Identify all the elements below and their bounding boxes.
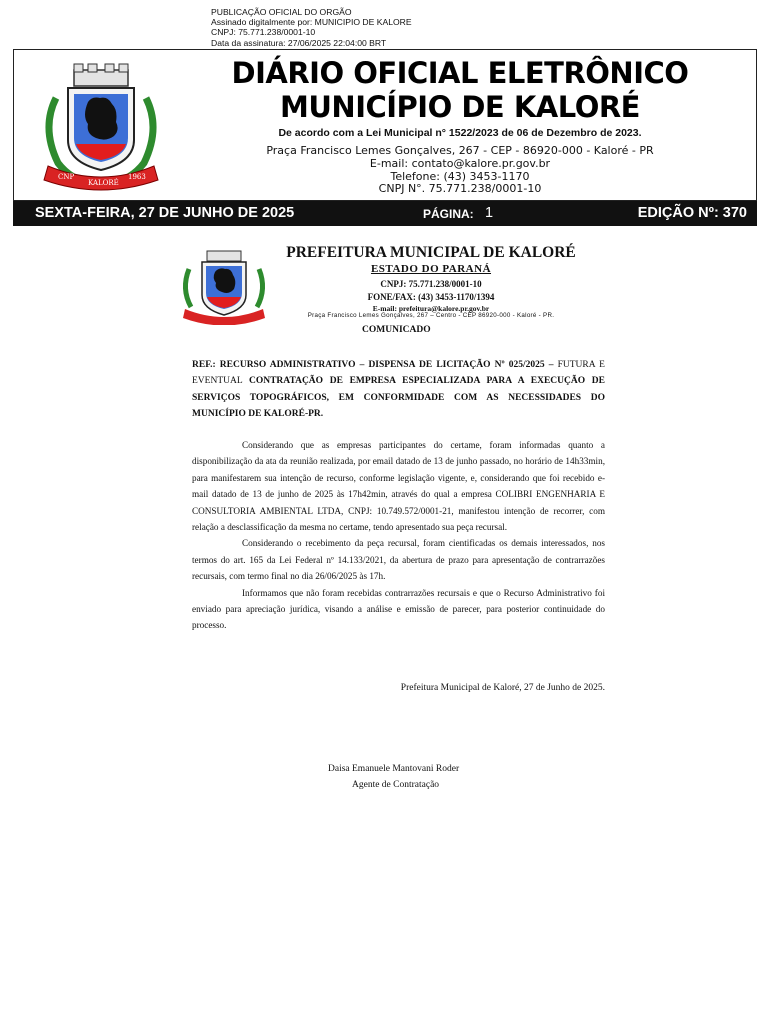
edition-date: SEXTA-FEIRA, 27 DE JUNHO DE 2025 xyxy=(35,205,295,221)
page-number: 1 xyxy=(485,205,494,221)
document-heading: COMUNICADO xyxy=(362,325,431,335)
signer-name: Daisa Emanuele Mantovani Roder xyxy=(328,764,460,774)
signer-role: Agente de Contratação xyxy=(352,780,440,790)
legal-basis: De acordo com a Lei Municipal n° 1522/2023 de 06 de Dezembro de 2023. xyxy=(278,127,642,139)
municipal-crest-icon xyxy=(36,58,166,192)
prefeitura-crest-icon xyxy=(177,245,271,325)
edition-bar xyxy=(13,201,757,226)
document-body xyxy=(192,437,605,634)
header-phone: Telefone: (43) 3453-1170 xyxy=(390,170,530,183)
signature-line: CNPJ: 75.771.238/0001-10 xyxy=(211,27,316,38)
signature-line: PUBLICAÇÃO OFICIAL DO ORGÃO xyxy=(211,7,352,17)
digital-signature-block xyxy=(211,7,412,48)
body-paragraph: Informamos que não foram recebidas contrarrazões recursais e que o Recurso Administrativo foi enviado para apreciação jurídica, visando a análise e emissão de parecer, para posterior continuidade do processo. xyxy=(192,587,605,631)
prefeitura-address: Praça Francisco Lemes Gonçalves, 267 – Centro - CEP 86920-000 - Kaloré - PR. xyxy=(307,312,555,319)
header-address: Praça Francisco Lemes Gonçalves, 267 - CEP - 86920-000 - Kaloré - PR xyxy=(266,144,654,157)
dateline: Prefeitura Municipal de Kaloré, 27 de Junho de 2025. xyxy=(400,683,605,693)
signature-line: Data da assinatura: 27/06/2025 22:04:00 BRT xyxy=(211,37,387,48)
reference-text: FUTURA E EVENTUAL xyxy=(192,360,605,387)
crest-ribbon-text: CNP xyxy=(58,173,75,181)
reference-paragraph xyxy=(192,357,605,423)
body-paragraph: Considerando que as empresas participantes do certame, foram informadas quanto a disponibilização da ata da reunião realizada, por email datado de 13 de junho passado, no horário de 14h33min, para manifestarem sua intenção de recurso, conforme legislação vigente, e, considerando que foi recebido e-mail datado de 13 de junho de 2025 às 17h42min, através do qual a empresa COLIBRI ENGENHARIA E CONSULTORIA AMBIENTAL LTDA, CNPJ: 10.749.572/0001-21, manifestou intenção de recorrer, com relação a desclassificação da mesma no certame, tendo apresentado sua peça recursal. xyxy=(192,440,605,533)
gazette-title: DIÁRIO OFICIAL ELETRÔNICO xyxy=(231,56,689,90)
prefeitura-email: E-mail: prefeitura@kalore.pr.gov.br xyxy=(372,304,490,313)
crest-ribbon-text: KALORÉ xyxy=(88,179,119,187)
signature-line: Assinado digitalmente por: MUNICIPIO DE KALORE xyxy=(211,17,412,28)
crest-ribbon-text: 1963 xyxy=(128,173,146,181)
page-label: PÁGINA: xyxy=(423,207,474,221)
state-name: ESTADO DO PARANÁ xyxy=(370,263,492,275)
reference-bold: CONTRATAÇÃO DE EMPRESA ESPECIALIZADA PARA A EXECUÇÃO DE SERVIÇOS TOPOGRÁFICOS, EM CONFORMIDADE COM AS NECESSIDADES DO MUNICÍPIO DE KALORÉ-PR. xyxy=(192,376,605,420)
prefeitura-title: PREFEITURA MUNICIPAL DE KALORÉ xyxy=(286,244,576,261)
prefeitura-cnpj: CNPJ: 75.771.238/0001-10 xyxy=(380,279,482,289)
reference-bold: REF.: RECURSO ADMINISTRATIVO – DISPENSA DE LICITAÇÃO Nº 025/2025 – xyxy=(192,360,554,370)
municipality-title: MUNICÍPIO DE KALORÉ xyxy=(280,90,640,124)
edition-number: EDIÇÃO Nº: 370 xyxy=(637,205,747,221)
prefeitura-phone: FONE/FAX: (43) 3453-1170/1394 xyxy=(367,292,495,302)
header-cnpj: CNPJ N°. 75.771.238/0001-10 xyxy=(378,182,542,195)
header-email: E-mail: contato@kalore.pr.gov.br xyxy=(369,157,551,170)
body-paragraph: Considerando o recebimento da peça recursal, foram cientificadas os demais interessados, nos termos do art. 165 da Lei Federal nº 14.133/2021, da abertura de prazo para apresentação de contrarrazões recursais, com termo final no dia 26/06/2025 às 17h. xyxy=(192,538,605,582)
